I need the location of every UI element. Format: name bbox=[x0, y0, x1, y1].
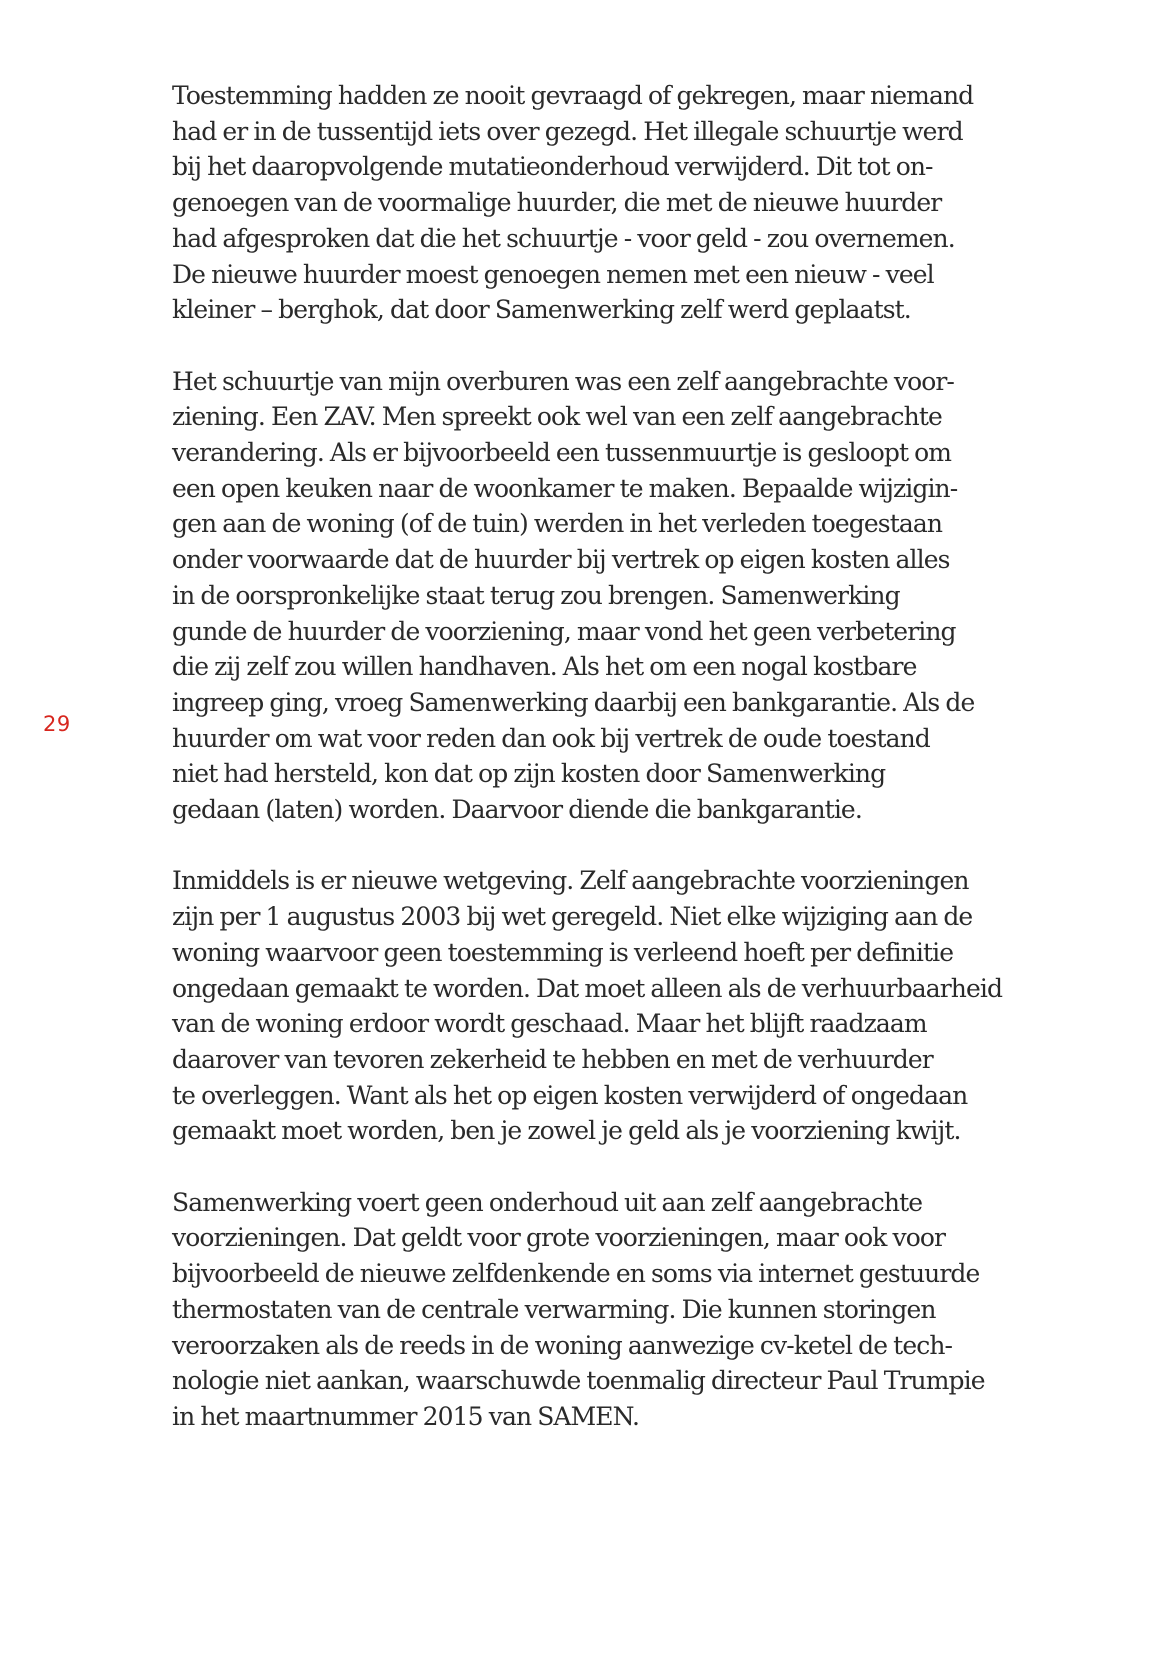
text-line: Het schuurtje van mijn overburen was een zelf aangebrachte voor- bbox=[172, 366, 954, 396]
text-line: niet had hersteld, kon dat op zijn kosten door Samenwerking bbox=[172, 759, 886, 789]
text-line: woning waarvoor geen toestemming is verleend hoeft per definitie bbox=[172, 937, 954, 967]
text-line: daarover van tevoren zekerheid te hebben en met de verhuurder bbox=[172, 1044, 933, 1074]
text-line: verandering. Als er bijvoorbeeld een tussenmuurtje is gesloopt om bbox=[172, 438, 952, 468]
text-line: gen aan de woning (of de tuin) werden in het verleden toegestaan bbox=[172, 509, 943, 539]
text-line: te overleggen. Want als het op eigen kosten verwijderd of ongedaan bbox=[172, 1080, 968, 1110]
text-line: die zij zelf zou willen handhaven. Als het om een nogal kostbare bbox=[172, 652, 917, 682]
text-line: onder voorwaarde dat de huurder bij vertrek op eigen kosten alles bbox=[172, 545, 950, 575]
paragraph-3 bbox=[172, 863, 1002, 1149]
text-line: veroorzaken als de reeds in de woning aanwezige cv-ketel de tech- bbox=[172, 1330, 953, 1360]
paragraph-2 bbox=[172, 364, 1002, 828]
text-line: kleiner – berghok, dat door Samenwerking zelf werd geplaatst. bbox=[172, 295, 911, 325]
text-line: bij het daaropvolgende mutatieonderhoud verwijderd. Dit tot on- bbox=[172, 152, 933, 182]
text-line: genoegen van de voormalige huurder, die met de nieuwe huurder bbox=[172, 188, 942, 218]
text-line: een open keuken naar de woonkamer te maken. Bepaalde wijzigin- bbox=[172, 473, 958, 503]
text-line: Toestemming hadden ze nooit gevraagd of gekregen, maar niemand bbox=[172, 81, 974, 110]
text-line: ingreep ging, vroeg Samenwerking daarbij een bankgarantie. Als de bbox=[172, 687, 975, 717]
text-line: De nieuwe huurder moest genoegen nemen met een nieuw - veel bbox=[172, 259, 934, 289]
text-line: van de woning erdoor wordt geschaad. Maar het blijft raadzaam bbox=[172, 1009, 927, 1039]
text-line: had er in de tussentijd iets over gezegd. Het illegale schuurtje werd bbox=[172, 116, 963, 146]
paragraph-1 bbox=[172, 78, 1002, 328]
text-line: ongedaan gemaakt te worden. Dat moet alleen als de verhuurbaarheid bbox=[172, 973, 1003, 1003]
text-line: thermostaten van de centrale verwarming. Die kunnen storingen bbox=[172, 1294, 936, 1324]
page-number: 29 bbox=[43, 712, 71, 736]
text-line: in het maartnummer 2015 van SAMEN. bbox=[172, 1401, 640, 1431]
text-line: had afgesproken dat die het schuurtje - voor geld - zou overnemen. bbox=[172, 223, 955, 253]
text-line: zijn per 1 augustus 2003 bij wet geregeld. Niet elke wijziging aan de bbox=[172, 902, 973, 932]
body-text bbox=[172, 78, 1002, 1470]
text-line: huurder om wat voor reden dan ook bij vertrek de oude toestand bbox=[172, 723, 930, 753]
text-line: ziening. Een ZAV. Men spreekt ook wel van een zelf aangebrachte bbox=[172, 402, 942, 432]
text-line: Inmiddels is er nieuwe wetgeving. Zelf aangebrachte voorzieningen bbox=[172, 866, 969, 896]
text-line: gemaakt moet worden, ben je zowel je geld als je voorziening kwijt. bbox=[172, 1116, 961, 1146]
text-line: gedaan (laten) worden. Daarvoor diende die bankgarantie. bbox=[172, 795, 862, 825]
text-line: bijvoorbeeld de nieuwe zelfdenkende en soms via internet gestuurde bbox=[172, 1259, 980, 1289]
text-line: nologie niet aankan, waarschuwde toenmalig directeur Paul Trumpie bbox=[172, 1366, 985, 1396]
text-line: Samenwerking voert geen onderhoud uit aan zelf aangebrachte bbox=[172, 1187, 923, 1217]
text-line: in de oorspronkelijke staat terug zou brengen. Samenwerking bbox=[172, 580, 900, 610]
paragraph-4 bbox=[172, 1185, 1002, 1435]
text-line: gunde de huurder de voorziening, maar vond het geen verbetering bbox=[172, 616, 956, 646]
text-line: voorzieningen. Dat geldt voor grote voorzieningen, maar ook voor bbox=[172, 1223, 946, 1253]
